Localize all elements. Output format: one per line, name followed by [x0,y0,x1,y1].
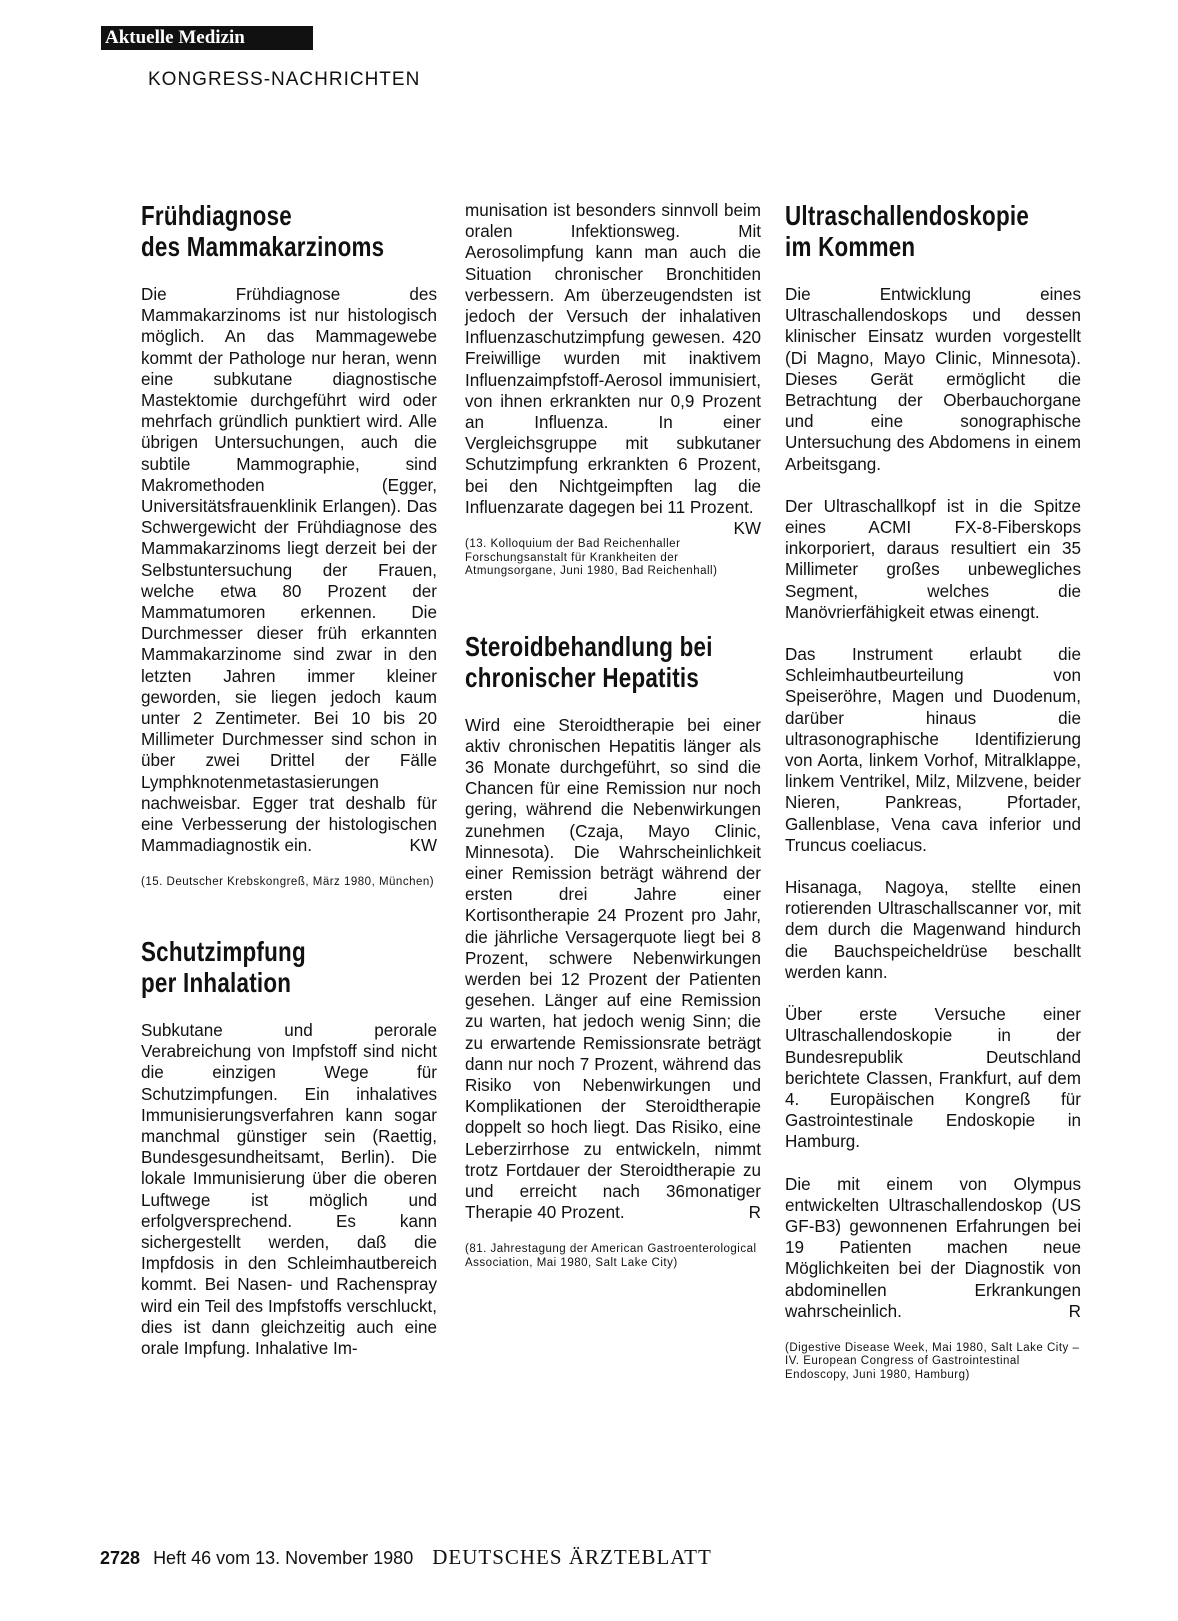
article-title-line: im Kommen [785,231,916,262]
column-1 [141,200,437,1359]
article-body-mamma [141,284,437,856]
page-footer [100,1545,712,1570]
section-tag: Aktuelle Medizin [101,26,313,50]
article-title-line: Ultraschallendoskopie [785,200,1030,231]
article-text: Wird eine Steroidtherapie bei einer aktiv chronischen Hepatitis länger als 36 Monate durchgeführt, so sind die Chancen für eine Remission nur noch gering, während die Nebenwirkungen zunehmen (Czaja, Mayo Clinic, Minnesota). Die Wahrscheinlichkeit einer Remission beträgt während der ersten drei Jahre einer Kortisontherapie 24 Prozent pro Jahr, die jährliche Versagerquote liegt bei 8 Prozent, schwere Nebenwirkungen werden bei 12 Prozent der Patienten gesehen. Länger auf eine Remission zu warten, hat jedoch wenig Sinn; die zu erwartende Remissionsrate beträgt dann nur noch 7 Prozent, während das Risiko von Nebenwirkungen und Komplikationen der Steroidtherapie doppelt so hoch liegt. Das Risiko, eine Leberzirrhose zu entwickeln, nimmt trotz Fortdauer der Steroidtherapie zu und erreicht nach 36monatiger Therapie 40 Prozent. [465,715,761,1223]
author-signature: KW [409,836,437,856]
article-source-hepatitis: (81. Jahrestagung der American Gastroenterological Association, Mai 1980, Salt Lake City) [465,1243,757,1269]
article-text: Die mit einem von Olympus entwickelten Ultraschallendoskop (US GF-B3) gewonnenen Erfahrungen bei 19 Patienten machen neue Möglichkeiten bei der Diagnostik von abdominellen Erkrankungen wahrscheinlich. [785,1174,1081,1321]
article-source-mamma: (15. Deutscher Krebskongreß, März 1980, München) [141,876,435,889]
article-body-impfung-part1: Subkutane und perorale Verabreichung von Impfstoff sind nicht die einzigen Wege für Schutzimpfungen. Ein inhalatives Immunisierungsverfahren kann sogar manchmal günstiger sein (Raettig, Bundesgesundheitsamt, Berlin). Die lokale Immunisierung über die oberen Luftwege ist möglich und erfolgversprechend. Es kann sichergestellt werden, daß die Impfdosis in den Schleimhautbereich kommt. Bei Nasen- und Rachenspray wird ein Teil des Impfstoffs verschluckt, dies ist dann gleichzeitig auch eine orale Impfung. Inhalative Im- [141,1020,437,1359]
article-body-impfung-part2 [465,200,761,539]
article-title-line: Schutzimpfung [141,935,306,967]
article-title-ultraschall [785,200,1081,262]
article-paragraph [785,1174,1081,1322]
article-title-line: per Inhalation [141,966,292,998]
article-source-impfung: (13. Kolloquium der Bad Reichenhaller Forschungsanstalt für Krankheiten der Atmungsorgane, Juni 1980, Bad Reichenhall) [465,538,718,578]
article-title-line: des Mammakarzinoms [141,231,385,262]
article-title-line: Steroidbehandlung bei [465,630,713,662]
author-signature: KW [733,519,761,539]
journal-name: DEUTSCHES ÄRZTEBLATT [432,1545,712,1569]
article-source-ultraschall: (Digestive Disease Week, Mai 1980, Salt Lake City – IV. European Congress of Gastrointestinal Endoscopy, Juni 1980, Hamburg) [785,1341,1080,1381]
article-body-hepatitis [465,715,761,1224]
article-title-hepatitis [465,631,761,693]
article-title-line: Frühdiagnose [141,200,292,231]
issue-info: Heft 46 vom 13. November 1980 [153,1548,414,1568]
article-paragraph: Der Ultraschallkopf ist in die Spitze eines ACMI FX-8-Fiberskops inkorporiert, daraus resultiert ein 35 Millimeter großes unbewegliches Segment, welches die Manövrierfähigkeit etwas einengt. [785,496,1081,622]
section-kicker: KONGRESS-NACHRICHTEN [148,69,421,90]
article-text: Die Frühdiagnose des Mammakarzinoms ist nur histologisch möglich. An das Mammagewebe kommt der Pathologe nur heran, wenn eine subkutane diagnostische Mastektomie durchgeführt wird oder mehrfach gründlich punktiert wird. Alle übrigen Untersuchungen, auch die subtile Mammographie, sind Makromethoden (Egger, Universitätsfrauenklinik Erlangen). Das Schwergewicht der Frühdiagnose des Mammakarzinoms liegt derzeit bei der Selbstuntersuchung der Frauen, welche etwa 80 Prozent der Mammatumoren erkennen. Die Durchmesser dieser früh erkannten Mammakarzinome sind zwar in den letzten Jahren immer kleiner geworden, sie liegen jedoch kaum unter 2 Zentimeter. Bei 10 bis 20 Millimeter Durchmesser sind schon in über zwei Drittel der Fälle Lymphknotenmetastasierungen nachweisbar. Egger trat deshalb für eine Verbesserung der histologischen Mammadiagnostik ein. [141,285,437,856]
article-paragraph: Hisanaga, Nagoya, stellte einen rotierenden Ultraschallscanner vor, mit dem durch die Magenwand hindurch die Bauchspeicheldrüse beschallt werden kann. [785,878,1081,982]
article-paragraph: Die Entwicklung eines Ultraschallendoskops und dessen klinischer Einsatz wurden vorgestellt (Di Magno, Mayo Clinic, Minnesota). Dieses Gerät ermöglicht die Betrachtung der Oberbauchorgane und eine sonographische Untersuchung des Abdomens in einem Arbeitsgang. [785,285,1081,474]
article-title-impfung [141,936,437,998]
spacer [141,890,437,936]
article-paragraph: Über erste Versuche einer Ultraschallendoskopie in der Bundesrepublik Deutschland berichtete Classen, Frankfurt, auf dem 4. Europäischen Kongreß für Gastrointestinale Endoskopie in Hamburg. [785,1005,1081,1152]
author-signature: R [748,1203,761,1223]
article-title-line: chronischer Hepatitis [465,661,700,693]
spacer [465,579,761,631]
author-signature: R [1068,1301,1081,1321]
article-title-mamma [141,200,437,262]
page-number: 2728 [100,1548,141,1568]
column-3 [785,200,1081,1382]
article-paragraph: Das Instrument erlaubt die Schleimhautbeurteilung von Speiseröhre, Magen und Duodenum, darüber hinaus die ultrasonographische Identifizierung von Aorta, linkem Vorhof, Mitralklappe, linkem Ventrikel, Milz, Milzvene, beider Nieren, Pankreas, Pfortader, Gallenblase, Vena cava inferior und Truncus coeliacus. [785,645,1081,855]
article-text: munisation ist besonders sinnvoll beim oralen Infektionsweg. Mit Aerosolimpfung kann man auch die Situation chronischer Bronchitiden verbessern. Am überzeugendsten ist jedoch der Versuch der inhalativen Influenzaschutzimpfung gewesen. 420 Freiwillige wurden mit inaktivem Influenzaimpfstoff-Aerosol immunisiert, von ihnen erkrankten nur 0,9 Prozent an Influenza. In einer Vergleichsgruppe mit subkutaner Schutzimpfung erkrankten 6 Prozent, bei den Nichtgeimpften lag die Influenzarate dagegen bei 11 Prozent. [465,201,761,517]
column-2 [465,200,761,1270]
